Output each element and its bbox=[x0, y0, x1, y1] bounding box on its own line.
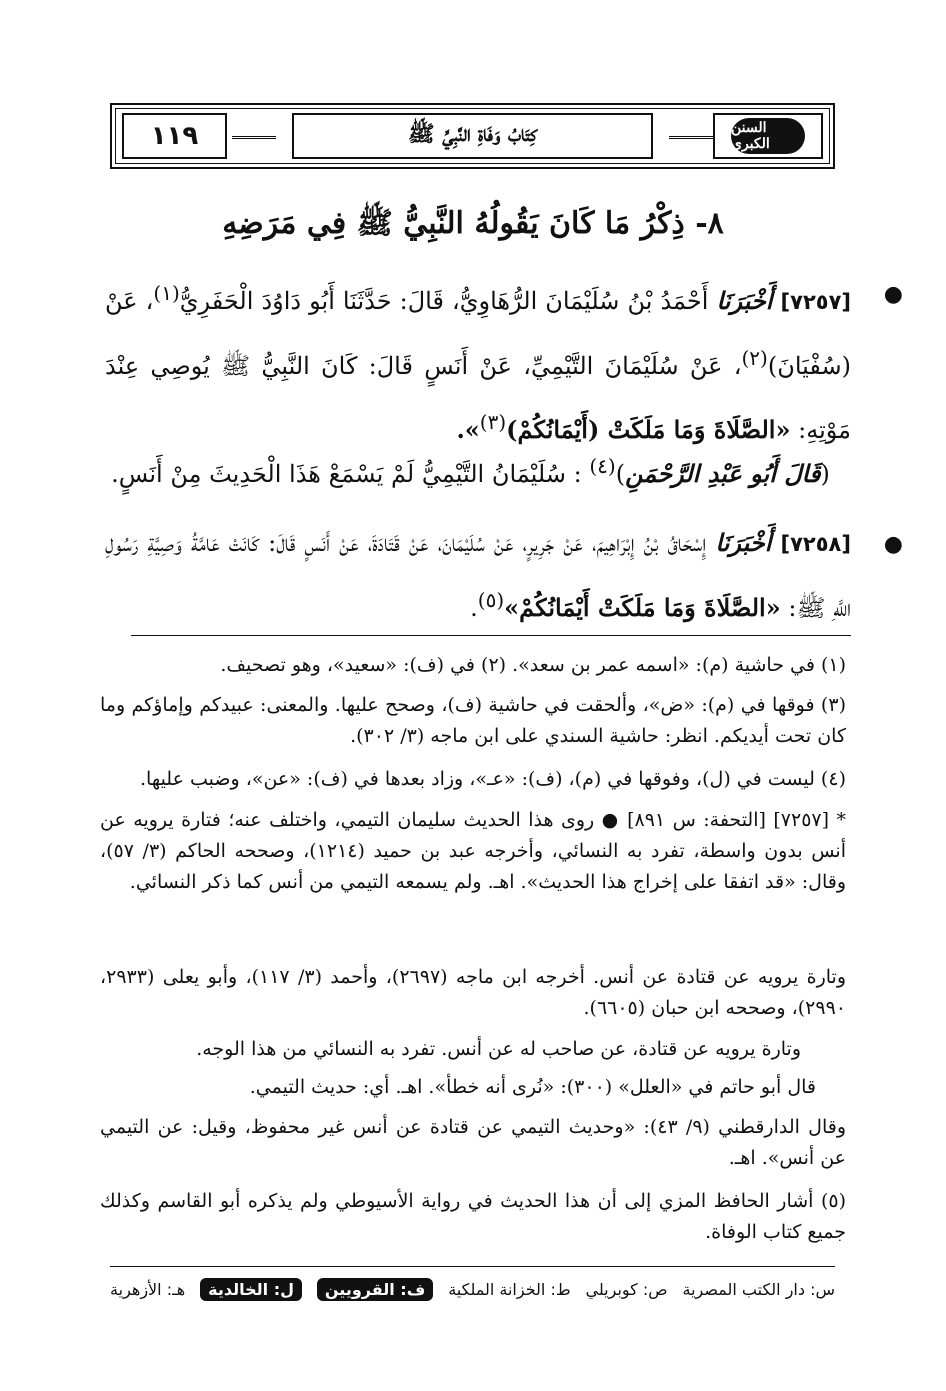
hadith-number: [٧٢٥٧] bbox=[780, 290, 852, 314]
source-item: ف: القرويين bbox=[317, 1278, 433, 1301]
note-paren: ) bbox=[615, 460, 626, 488]
source-item: ل: الخالدية bbox=[200, 1278, 302, 1301]
quote-end: ». bbox=[456, 415, 480, 444]
takhrij-note: وقال الدارقطني (٩/ ٤٣): «وحديث التيمي عن قتادة عن أنس غير محفوظ، وقيل: عن التيمي عن أنس». اهـ. bbox=[100, 1116, 846, 1169]
bullet-icon: ● bbox=[883, 282, 903, 307]
footnote-3: (٣) فوقها في (م): «ض»، وألحقت في حاشية (ف)، وصحح عليها. والمعنى: عبيدكم وإماؤكم وما كان تحت أيديكم. انظر: حاشية السندي على ابن ماجه (٣/ ٣٠٢). bbox=[100, 694, 846, 747]
bullet-icon: ● bbox=[883, 532, 903, 557]
page-number-box bbox=[122, 113, 227, 159]
isnad-text: إِسْحَاقُ بْنُ إِبْرَاهِيمَ، عَنْ جَرِيرٍ، عَنْ سُلَيْمَانَ، عَنْ قَتَادَةَ، عَنْ أَنَسٍ قَالَ: كَانَتْ عَامَّةُ وَصِيَّةِ رَسُولِ اللَّهِ ﷺ: bbox=[105, 529, 851, 622]
source-item: هـ: الأزهرية bbox=[110, 1279, 186, 1299]
hadith-quote: «الصَّلَاةَ وَمَا مَلَكَتْ أَيْمَانُكُمْ» bbox=[504, 593, 781, 622]
takhrij-note: * [٧٢٥٧] [التحفة: س ٨٩١] ● روى هذا الحديث سليمان التيمي، واختلف عنه؛ فتارة يرويه عن أنس بدون واسطة، تفرد به النسائي، وأخرجه عبد بن حميد (١٢١٤)، وصححه الحاكم (٣/ ٥٧)، وقال: «قد اتفقا على إخراج هذا الحديث». اهـ. ولم يسمعه التيمي من أنس كما ذكر النسائي. bbox=[100, 809, 846, 893]
series-logo: السنن الكبرى bbox=[731, 118, 805, 154]
footnote-5: (٥) أشار الحافظ المزي إلى أن هذا الحديث في رواية الأسيوطي ولم يذكره أبو القاسم وكذلك جميع كتاب الوفاة. bbox=[100, 1190, 846, 1243]
footnote-ref: (١) bbox=[153, 281, 180, 305]
page-number: ١١٩ bbox=[150, 121, 199, 151]
takhrij-note: قال أبو حاتم في «العلل» (٣٠٠): «نُرى أنه خطأ». اهـ. أي: حديث التيمي. bbox=[249, 1076, 816, 1098]
isnad-text: أَحْمَدُ بْنُ سُلَيْمَانَ الرُّهَاوِيُّ، قَالَ: حَدَّثَنَا أَبُو دَاوُدَ الْحَفَرِيُّ bbox=[179, 287, 709, 315]
note-text: : سُلَيْمَانُ التَّيْمِيُّ لَمْ يَسْمَعْ هَذَا الْحَدِيثَ مِنْ أَنَسٍ. bbox=[111, 460, 582, 488]
footnote-ref: (٣) bbox=[479, 410, 507, 434]
book-title-box bbox=[292, 113, 653, 159]
isnad-text: ، عَنْ (سُفْيَانَ) bbox=[105, 287, 851, 380]
manuscript-sources bbox=[110, 1274, 835, 1304]
footnote-ref: (٥) bbox=[477, 588, 505, 612]
hadith-number: [٧٢٥٨] bbox=[780, 532, 851, 556]
akhbarana-word: أَخْبَرَنَا bbox=[716, 286, 773, 315]
takhrij-note: وتارة يرويه عن قتادة عن أنس. أخرجه ابن ماجه (٢٦٩٧)، وأحمد (٣/ ١١٧)، وأبو يعلى (٢٩٣٣، ٢٩٩٠)، وصححه ابن حبان (٦٦٠٥). bbox=[100, 966, 847, 1019]
page-header bbox=[110, 103, 835, 169]
footnote-ref: (٤) bbox=[589, 454, 616, 478]
hadith-entry-7257 bbox=[105, 265, 903, 458]
isnad-text: ، عَنْ سُلَيْمَانَ التَّيْمِيِّ، عَنْ أَنَسٍ قَالَ: كَانَ النَّبِيُّ ﷺ يُوصِي عِنْدَ مَوْتِهِ: bbox=[105, 352, 851, 444]
author-note bbox=[105, 454, 836, 488]
hadith-quote: «الصَّلَاةَ وَمَا مَلَكَتْ (أَيْمَانُكُمْ) bbox=[506, 415, 791, 444]
source-item: س: دار الكتب المصرية bbox=[682, 1279, 835, 1299]
footnote-ref: (٢) bbox=[741, 346, 768, 370]
source-item: ص: كوبريلي bbox=[585, 1279, 668, 1299]
takhrij-note: وتارة يرويه عن قتادة، عن صاحب له عن أنس. تفرد به النسائي من هذا الوجه. bbox=[196, 1038, 801, 1060]
footnote-divider bbox=[131, 635, 851, 636]
note-paren: ( bbox=[820, 460, 830, 488]
series-logo-box bbox=[713, 113, 823, 159]
note-author: قَالَ أَبُو عَبْدِ الرَّحْمَنِ bbox=[625, 459, 821, 488]
footnote-4: (٤) ليست في (ل)، وفوقها في (م)، (ف): «عـ»، وزاد بعدها في (ف): «عن»، وضبب عليها. bbox=[139, 768, 846, 790]
sentence-end: . bbox=[470, 594, 478, 622]
chapter-heading: ٨- ذِكْرُ مَا كَانَ يَقُولُهُ النَّبِيُّ ﷺ فِي مَرَضِهِ bbox=[222, 206, 724, 241]
source-item: ط: الخزانة الملكية bbox=[448, 1279, 571, 1299]
bottom-divider bbox=[110, 1266, 835, 1267]
footnote-1-2: (١) في حاشية (م): «اسمه عمر بن سعد». (٢) في (ف): «سعيد»، وهو تصحيف. bbox=[220, 654, 846, 676]
book-title: كِتَابُ وَفَاةِ النَّبِيِّ ﷺ bbox=[408, 121, 537, 147]
akhbarana-word: أَخْبَرَنَا bbox=[715, 528, 772, 557]
hadith-entry-7258 bbox=[105, 515, 903, 636]
